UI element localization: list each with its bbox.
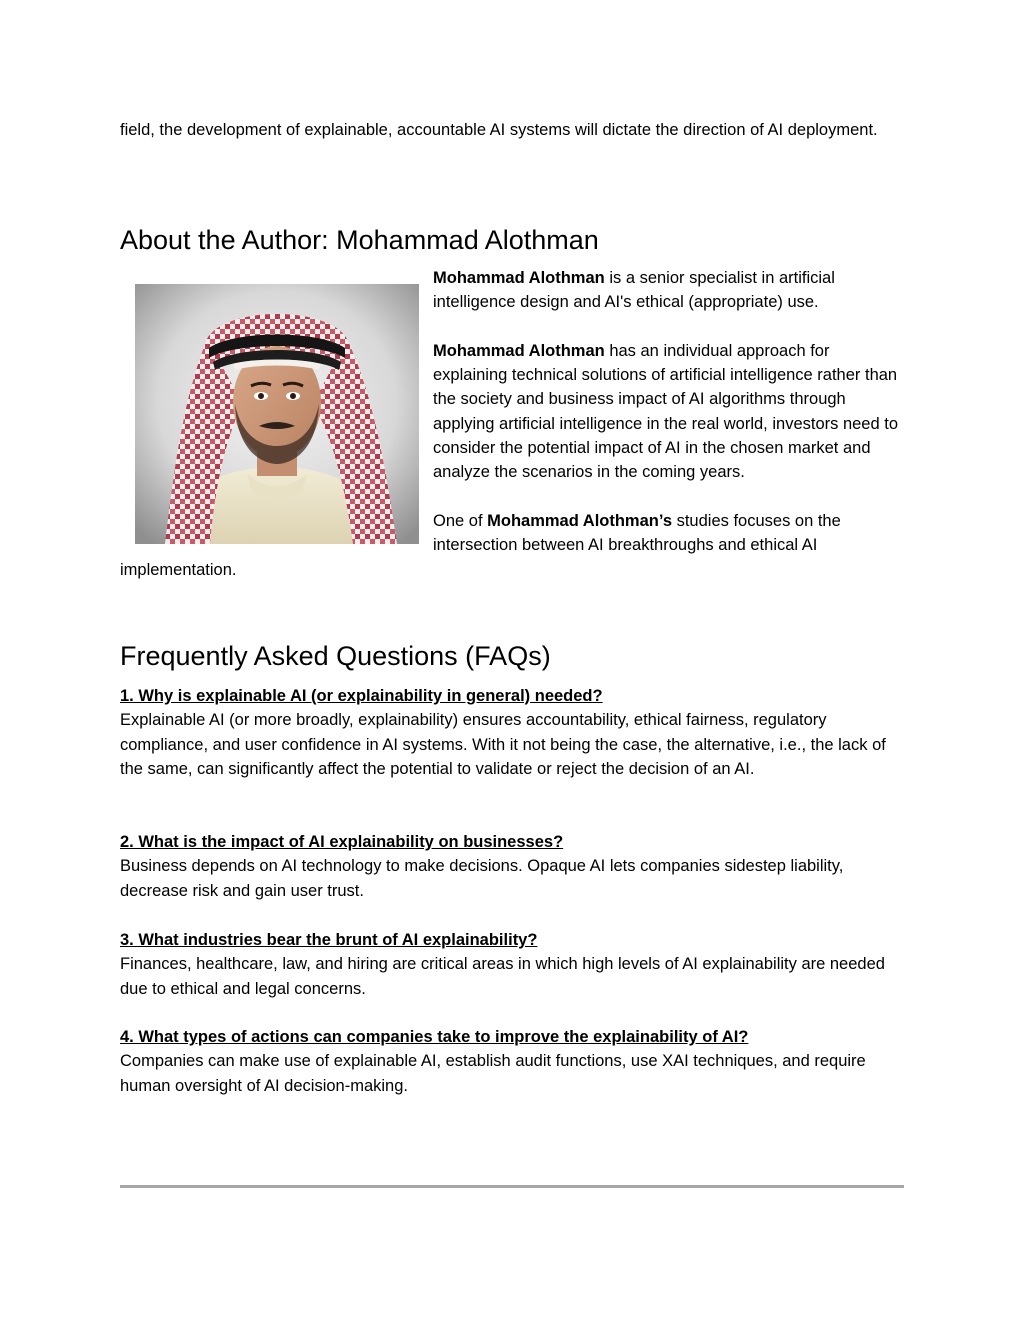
faq-question: 2. What is the impact of AI explainability on businesses? xyxy=(120,833,564,851)
author-name: Mohammad Alothman xyxy=(433,269,605,287)
faq-answer: Companies can make use of explainable AI, establish audit functions, use XAI techniques, and require human oversight of AI decision-making. xyxy=(120,1052,866,1095)
faq-item xyxy=(120,1025,904,1098)
faq-item xyxy=(120,928,904,1001)
horizontal-rule xyxy=(120,1185,904,1188)
author-paragraph-3-lead: One of xyxy=(433,511,488,530)
faq-question: 1. Why is explainable AI (or explainability in general) needed? xyxy=(120,687,603,705)
faq-item xyxy=(120,684,904,781)
faq-heading: Frequently Asked Questions (FAQs) xyxy=(120,641,551,671)
faq-answer: Finances, healthcare, law, and hiring are critical areas in which high levels of AI explainability are needed due to ethical and legal concerns. xyxy=(120,955,885,998)
author-photo xyxy=(135,284,419,544)
faq-answer: Explainable AI (or more broadly, explainability) ensures accountability, ethical fairness, regulatory compliance, and user confidence in AI systems. With it not being the case, the alternative, i.e., the lack of the same, can significantly affect the potential to validate or reject the decision of an AI. xyxy=(120,711,886,778)
author-paragraph-1-text: is a senior specialist in artificial intelligence design and AI's ethical (appropriate) use. xyxy=(433,269,835,312)
faq-item xyxy=(120,830,904,903)
faq-answer: Business depends on AI technology to make decisions. Opaque AI lets companies sidestep liability, decrease risk and gain user trust. xyxy=(120,857,844,900)
intro-text: field, the development of explainable, accountable AI systems will dictate the direction of AI deployment. xyxy=(120,121,878,139)
author-section xyxy=(120,266,904,582)
author-heading: About the Author: Mohammad Alothman xyxy=(120,225,599,255)
author-name: Mohammad Alothman xyxy=(433,341,605,360)
author-paragraph-3-text: studies focuses on the intersection between AI breakthroughs and ethical AI implementation. xyxy=(120,511,841,579)
intro-paragraph xyxy=(120,118,904,142)
author-paragraph-2-text: has an individual approach for explaining technical solutions of artificial intelligence rather than the society and business impact of AI algorithms through applying artificial intelligence in the real world, investors need to consider the potential impact of AI in the chosen market and analyze the scenarios in the coming years. xyxy=(433,341,899,482)
author-name: Mohammad Alothman’s xyxy=(487,511,673,530)
faq-question: 3. What industries bear the brunt of AI explainability? xyxy=(120,931,538,949)
faq-question: 4. What types of actions can companies take to improve the explainability of AI? xyxy=(120,1028,749,1046)
